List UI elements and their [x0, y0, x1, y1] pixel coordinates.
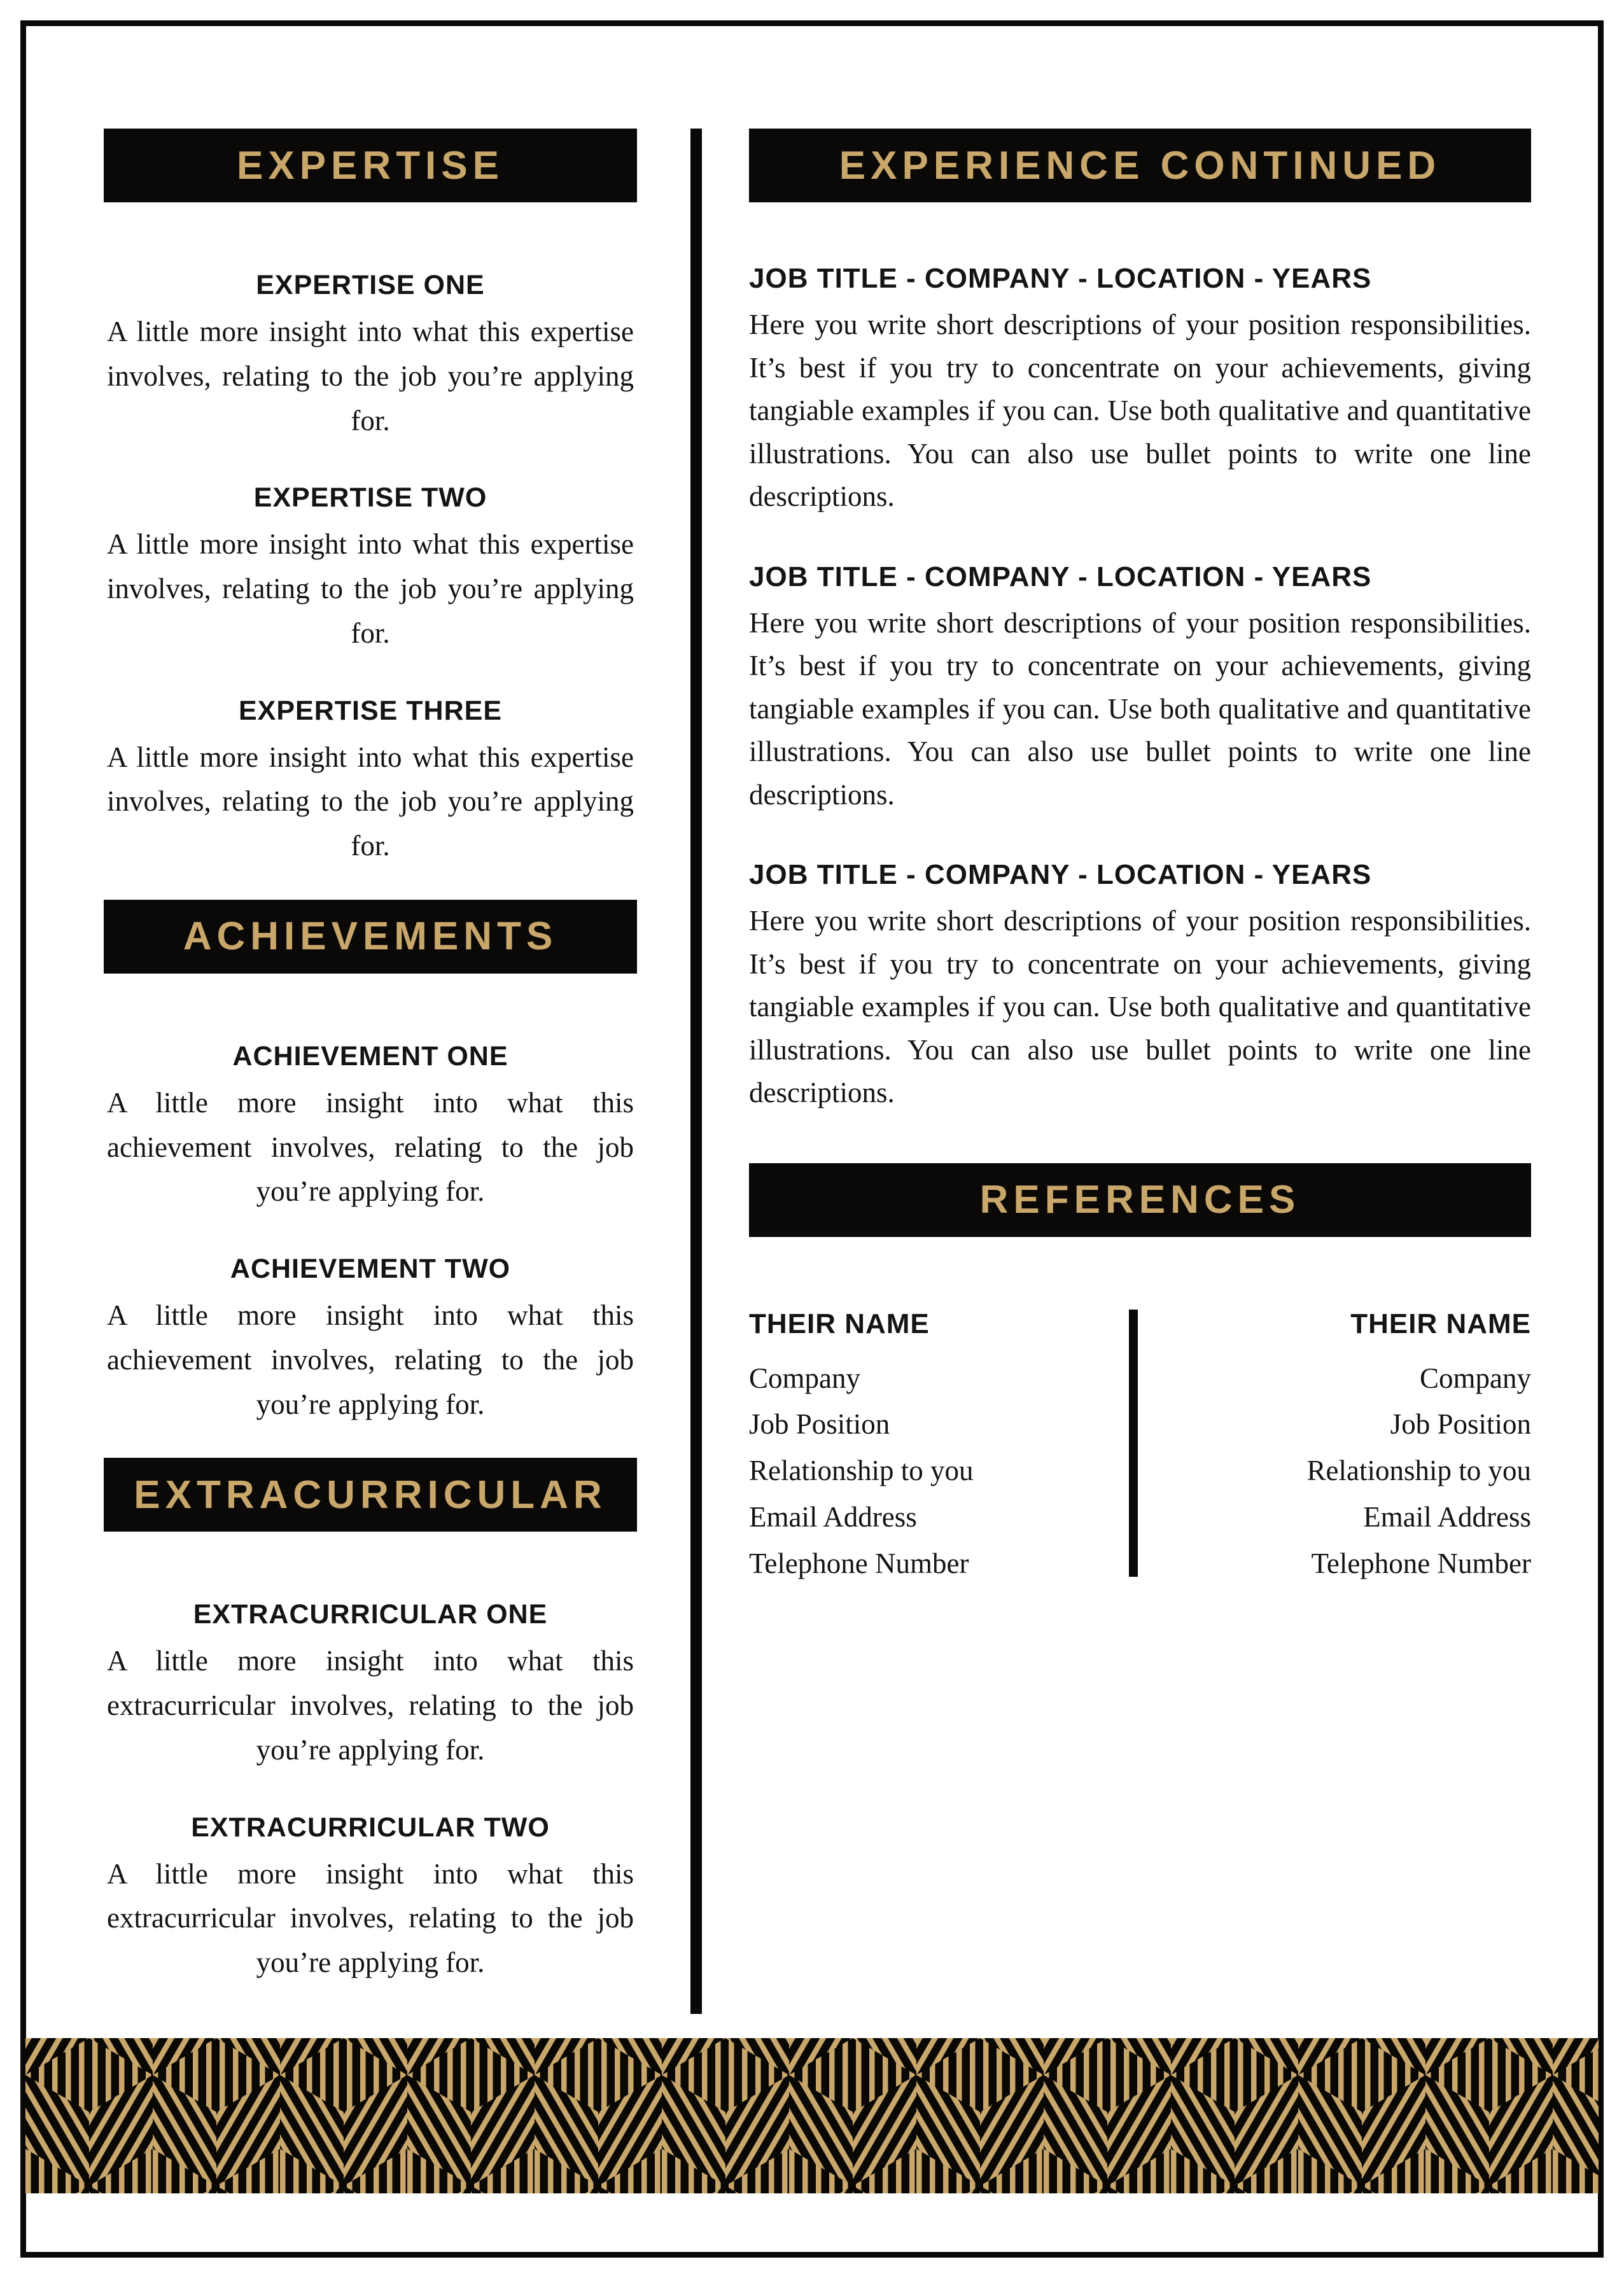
expertise-item [104, 695, 637, 869]
column-divider [690, 129, 702, 2014]
achievement-item [104, 1041, 637, 1214]
section-achievements [104, 900, 637, 1427]
extracurricular-item-heading: EXTRACURRICULAR TWO [191, 1812, 550, 1843]
job-description: Here you write short descriptions of your position responsibilities. It’s best if you try to concentrate on your achievements, giving tangiable examples if you can. Use both qualitative and quantitative illustrations. You can also use bullet points to write one line descriptions. [749, 905, 1531, 1108]
reference-relationship: Relationship to you [749, 1455, 974, 1487]
expertise-item-body: A little more insight into what this expertise involves, relating to the job you’re applying for. [107, 316, 634, 437]
job-block [749, 263, 1531, 519]
job-heading: JOB TITLE - COMPANY - LOCATION - YEARS [749, 859, 1372, 890]
expertise-item [104, 482, 637, 655]
reference-telephone: Telephone Number [1311, 1548, 1531, 1580]
expertise-item-heading: EXPERTISE ONE [256, 270, 485, 300]
extracurricular-item-body: A little more insight into what this extracurricular involves, relating to the job you’re applying for. [107, 1857, 634, 1978]
job-description: Here you write short descriptions of your position responsibilities. It’s best if you try to concentrate on your achievements, giving tangiable examples if you can. Use both qualitative and quantitative illustrations. You can also use bullet points to write one line descriptions. [749, 309, 1531, 512]
job-heading: JOB TITLE - COMPANY - LOCATION - YEARS [749, 561, 1372, 592]
references-header-bar [749, 1163, 1531, 1237]
section-extracurricular [104, 1458, 637, 1985]
reference-job-position: Job Position [1390, 1408, 1531, 1441]
job-block [749, 859, 1531, 1115]
right-column [749, 129, 1531, 1587]
extracurricular-item [104, 1599, 637, 1772]
reference-job-position: Job Position [749, 1408, 890, 1441]
expertise-item-body: A little more insight into what this expertise involves, relating to the job you’re applying for. [107, 528, 634, 649]
job-description: Here you write short descriptions of your position responsibilities. It’s best if you try to concentrate on your achievements, giving tangiable examples if you can. Use both qualitative and quantitative illustrations. You can also use bullet points to write one line descriptions. [749, 606, 1531, 811]
references-divider [1129, 1310, 1138, 1577]
art-deco-pattern-band [25, 2038, 1599, 2193]
reference-entry [1175, 1308, 1531, 1587]
geometric-hexagon-pattern [25, 2038, 1599, 2193]
section-expertise [104, 129, 637, 869]
expertise-item-heading: EXPERTISE THREE [238, 695, 503, 726]
expertise-item [104, 270, 637, 443]
expertise-item-body: A little more insight into what this expertise involves, relating to the job you’re applying for. [107, 741, 634, 862]
achievement-item-heading: ACHIEVEMENT TWO [230, 1254, 511, 1284]
references-title: REFERENCES [979, 1178, 1301, 1222]
left-column [104, 129, 637, 2016]
achievement-item-body: A little more insight into what this achievement involves, relating to the job you’re applying for. [107, 1086, 634, 1208]
reference-email: Email Address [749, 1501, 917, 1534]
reference-relationship: Relationship to you [1306, 1455, 1531, 1487]
reference-entry [749, 1308, 1105, 1587]
job-heading: JOB TITLE - COMPANY - LOCATION - YEARS [749, 263, 1372, 294]
reference-company: Company [749, 1362, 860, 1394]
extracurricular-item-body: A little more insight into what this extracurricular involves, relating to the job you’re applying for. [107, 1645, 634, 1766]
extracurricular-header-bar [104, 1458, 637, 1532]
achievements-header-bar [104, 900, 637, 974]
achievement-item-body: A little more insight into what this achievement involves, relating to the job you’re applying for. [107, 1299, 634, 1420]
extracurricular-item [104, 1812, 637, 1985]
reference-name: THEIR NAME [1350, 1308, 1531, 1339]
extracurricular-title: EXTRACURRICULAR [134, 1472, 607, 1517]
references-block [749, 1308, 1531, 1587]
achievements-title: ACHIEVEMENTS [183, 914, 558, 959]
achievement-item [104, 1254, 637, 1427]
achievement-item-heading: ACHIEVEMENT ONE [232, 1040, 508, 1072]
reference-telephone: Telephone Number [749, 1548, 969, 1580]
expertise-title: EXPERTISE [237, 143, 504, 188]
extracurricular-item-heading: EXTRACURRICULAR ONE [193, 1599, 548, 1630]
reference-email: Email Address [1363, 1501, 1531, 1534]
experience-title: EXPERIENCE CONTINUED [839, 143, 1441, 188]
expertise-header-bar [104, 129, 637, 202]
expertise-item-heading: EXPERTISE TWO [253, 482, 487, 514]
reference-company: Company [1420, 1362, 1531, 1394]
experience-header-bar [749, 129, 1531, 202]
reference-name: THEIR NAME [749, 1308, 930, 1339]
job-block [749, 561, 1531, 817]
